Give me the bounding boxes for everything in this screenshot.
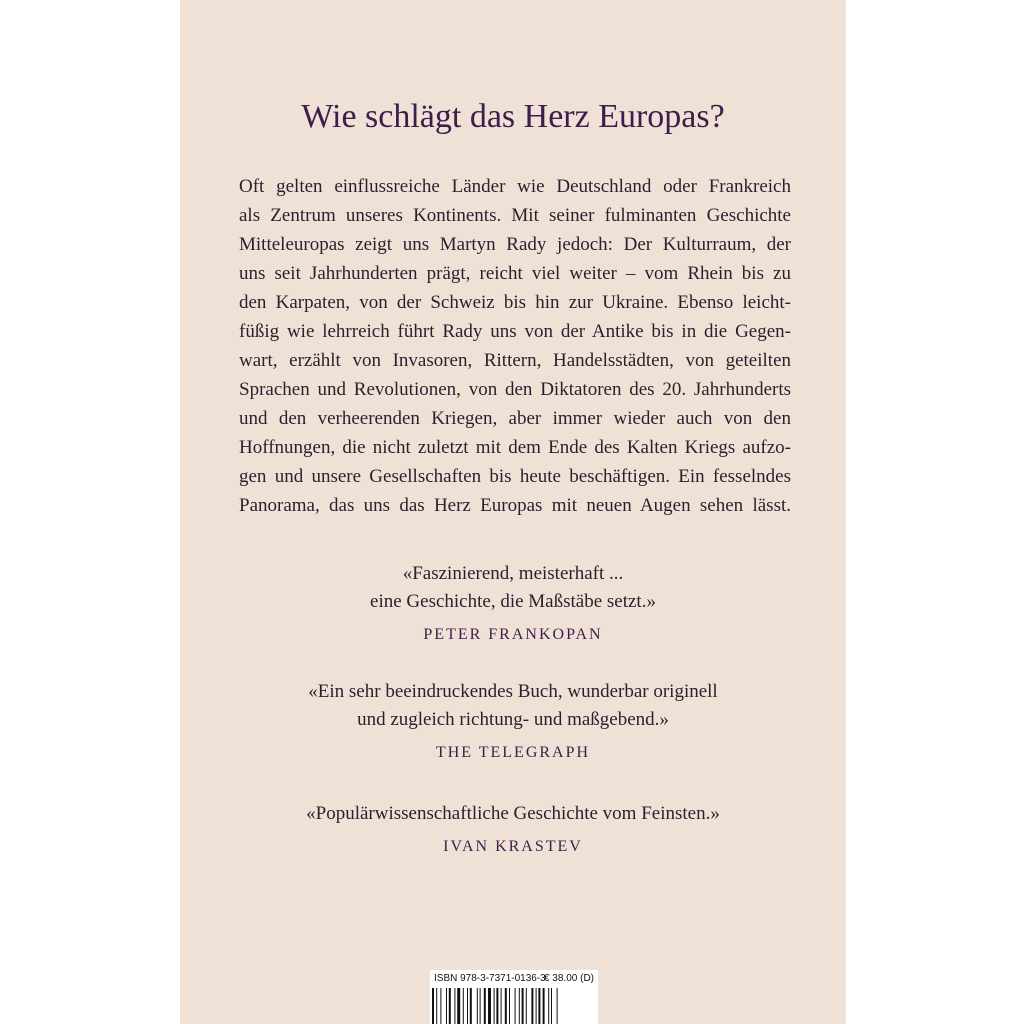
blurb-line: Oft gelten einflussreiche Länder wie Deutschland oder Frankreich [239, 176, 791, 197]
barcode-bar [536, 988, 537, 1024]
quote-author: THE TELEGRAPH [435, 744, 591, 761]
barcode-bar [557, 988, 558, 1024]
barcode-bar [538, 988, 540, 1024]
blurb-line: Sprachen und Revolutionen, von den Diktatoren des 20. Jahrhunderts [239, 379, 791, 400]
cover-headline: Wie schlägt das Herz Europas? [301, 98, 725, 135]
barcode-bar [509, 988, 510, 1024]
barcode-bar [436, 988, 437, 1024]
barcode-bar [496, 988, 498, 1024]
barcode-label [430, 970, 598, 1024]
barcode-bar [480, 988, 481, 1024]
barcode-bar [477, 988, 478, 1024]
quote-text-line: «Ein sehr beeindruckendes Buch, wunderbar originell [308, 681, 718, 702]
barcode-bar [501, 988, 502, 1024]
barcode-bar [467, 988, 468, 1024]
review-quote [180, 800, 846, 856]
blurb-line: den Karpaten, von der Schweiz bis hin zur Ukraine. Ebenso leicht- [239, 292, 791, 313]
quote-text-line: «Faszinierend, meisterhaft ... [402, 563, 624, 584]
barcode-bar [526, 988, 527, 1024]
barcode-bar [494, 988, 495, 1024]
quote-author: IVAN KRASTEV [443, 838, 583, 855]
blurb-text [239, 172, 791, 520]
quote-text-line: eine Geschichte, die Maßstäbe setzt.» [370, 591, 656, 612]
barcode-bar [505, 988, 507, 1024]
blurb-line: uns seit Jahrhunderten prägt, reicht viel weiter – vom Rhein bis zu [239, 263, 791, 284]
blurb-line: Hoffnungen, die nicht zuletzt mit dem Ende des Kalten Kriegs aufzo- [239, 437, 791, 458]
barcode-bar [446, 988, 447, 1024]
barcode-bar [432, 988, 434, 1024]
barcode-bar [454, 988, 455, 1024]
barcode-bar [543, 988, 545, 1024]
barcode-bar [440, 988, 441, 1024]
barcode-bar [457, 988, 460, 1024]
barcode-bar [515, 988, 516, 1024]
review-quote [180, 678, 846, 762]
barcode-bar [449, 988, 451, 1024]
barcode-bar [488, 988, 491, 1024]
barcode-bar [470, 988, 472, 1024]
blurb-line: Panorama, das uns das Herz Europas mit neuen Augen sehen lässt. [239, 495, 791, 516]
barcode-bar [548, 988, 549, 1024]
barcode-bar [463, 988, 464, 1024]
blurb-line: und den verheerenden Kriegen, aber immer wieder auch von den [239, 408, 791, 429]
price-text: € 38.00 (D) [543, 973, 594, 984]
quote-text-line: «Populärwissenschaftliche Geschichte vom Feinsten.» [306, 803, 720, 824]
barcode-bars [432, 988, 596, 1024]
review-quote [180, 560, 846, 644]
barcode-bar [484, 988, 486, 1024]
blurb-line: füßig wie lehrreich führt Rady uns von der Antike bis in die Gegen- [239, 321, 791, 342]
isbn-text: ISBN 978-3-7371-0136-3 [434, 973, 546, 984]
blurb-line: Mitteleuropas zeigt uns Martyn Rady jedoch: Der Kulturraum, der [239, 234, 791, 255]
barcode-bar [531, 988, 533, 1024]
blurb-line: wart, erzählt von Invasoren, Rittern, Handelsstädten, von geteilten [239, 350, 791, 371]
blurb-line: als Zentrum unseres Kontinents. Mit seiner fulminanten Geschichte [239, 205, 791, 226]
barcode-bar [519, 988, 520, 1024]
blurb-line: gen und unsere Gesellschaften bis heute beschäftigen. Ein fesselndes [239, 466, 791, 487]
barcode-bar [551, 988, 552, 1024]
book-back-cover [180, 0, 846, 1024]
barcode-bar [522, 988, 524, 1024]
quote-author: PETER FRANKOPAN [423, 626, 603, 643]
quote-text-line: und zugleich richtung- und maßgebend.» [357, 709, 669, 730]
